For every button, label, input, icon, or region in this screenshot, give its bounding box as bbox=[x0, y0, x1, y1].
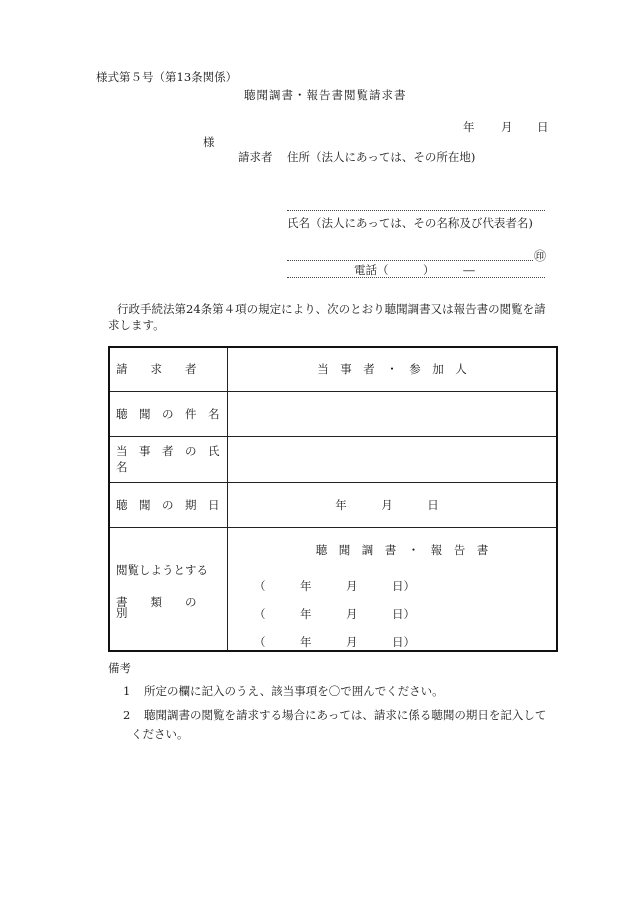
note-number: 1 bbox=[123, 684, 131, 698]
seal-mark: ㊞ bbox=[534, 249, 547, 263]
hearing-date-cell bbox=[228, 482, 558, 527]
address-line bbox=[287, 210, 545, 211]
date-month: 月 bbox=[501, 120, 513, 134]
note-text: 聴聞調書の閲覧を請求する場合にあっては、請求に係る聴聞の期日を記入して bbox=[144, 708, 547, 722]
addressee-suffix: 様 bbox=[203, 135, 215, 149]
document-entry bbox=[228, 578, 556, 594]
table-row bbox=[109, 482, 557, 527]
requester-label: 請求者 bbox=[238, 150, 273, 164]
name-line bbox=[287, 260, 533, 261]
document-entry bbox=[228, 606, 556, 622]
row-label: 請 求 者 bbox=[116, 362, 197, 377]
note-text-continued: ください。 bbox=[131, 727, 189, 741]
table-row bbox=[109, 391, 557, 436]
documents-label bbox=[110, 565, 227, 620]
documents-label-line2: 書 類 の 別 bbox=[116, 594, 220, 621]
documents-header: 聴 聞 調 書 ・ 報 告 書 bbox=[315, 542, 489, 557]
table-row bbox=[109, 527, 557, 651]
row-label: 当 事 者 の 氏 名 bbox=[116, 444, 231, 474]
document-entry-text: （ 年 月 日） bbox=[254, 578, 415, 593]
request-table bbox=[108, 346, 558, 652]
table-row bbox=[109, 347, 557, 391]
name-label: 氏名（法人にあっては、その名称及び代表者名) bbox=[287, 216, 533, 230]
table-value-cell bbox=[228, 347, 558, 391]
party-name-cell bbox=[228, 436, 558, 482]
documents-cell bbox=[228, 527, 558, 651]
requester-type-value: 当 事 者 ・ 参 加 人 bbox=[317, 362, 467, 377]
documents-label-line1: 閲覧しようとする bbox=[116, 563, 208, 578]
form-number: 様式第５号（第13条関係） bbox=[96, 70, 238, 84]
document-entry-text: （ 年 月 日） bbox=[254, 606, 415, 621]
table-label-cell bbox=[109, 391, 228, 436]
table-row bbox=[109, 436, 557, 482]
address-label: 住所（法人にあっては、その所在地) bbox=[287, 150, 476, 164]
row-label: 聴 聞 の 件 名 bbox=[116, 406, 220, 421]
phone-line bbox=[287, 277, 545, 278]
document-entry bbox=[228, 634, 556, 650]
note-number: 2 bbox=[123, 708, 131, 722]
body-text-line2: 求します。 bbox=[108, 318, 165, 332]
note-text: 所定の欄に記入のうえ、該当事項を〇で囲んでください。 bbox=[144, 684, 444, 698]
document-entry-text: （ 年 月 日） bbox=[254, 634, 415, 649]
notes-heading: 備考 bbox=[108, 661, 131, 675]
table-label-cell bbox=[109, 482, 228, 527]
phone-field: 電話（ ） ― bbox=[354, 263, 475, 277]
date-year: 年 bbox=[463, 120, 475, 134]
hearing-subject-cell bbox=[228, 391, 558, 436]
document-title: 聴聞調書・報告書閲覧請求書 bbox=[244, 88, 407, 102]
row-label: 聴 聞 の 期 日 bbox=[116, 497, 220, 512]
date-day: 日 bbox=[537, 120, 549, 134]
hearing-date-value: 年 月 日 bbox=[335, 497, 439, 512]
table-label-cell bbox=[109, 527, 228, 651]
body-text-line1: 行政手続法第24条第４項の規定により、次のとおり聴聞調書又は報告書の閲覧を請 bbox=[117, 302, 546, 316]
table-label-cell bbox=[109, 347, 228, 391]
table-label-cell bbox=[109, 436, 231, 482]
